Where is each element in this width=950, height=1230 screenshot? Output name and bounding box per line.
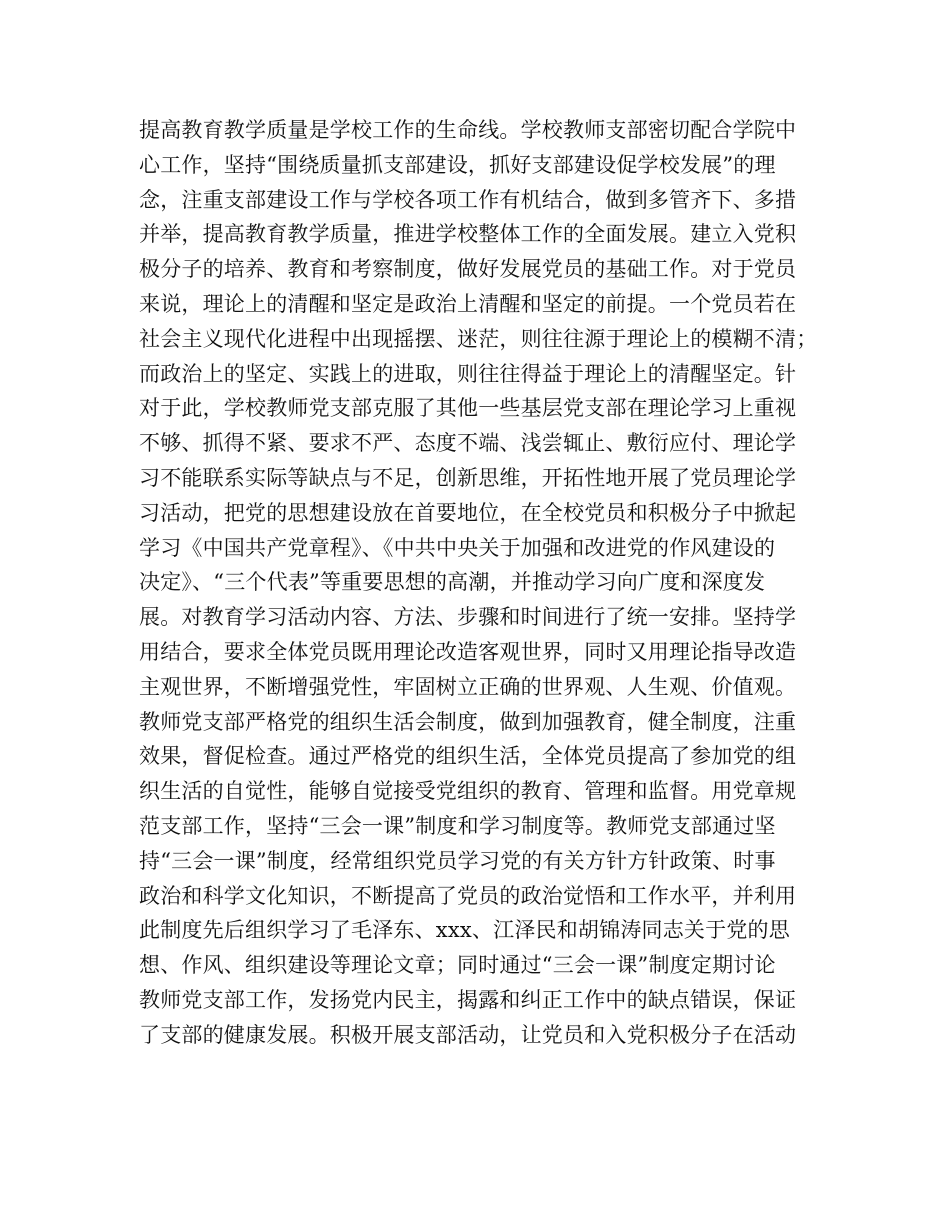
text-line: 教师党支部工作，发扬党内民主，揭露和纠正工作中的缺点错误，保证 xyxy=(139,987,797,1012)
text-line: 极分子的培养、教育和考察制度，做好发展党员的基础工作。对于党员 xyxy=(139,257,797,282)
text-line: 念，注重支部建设工作与学校各项工作有机结合，做到多管齐下、多措 xyxy=(139,187,797,212)
text-line: 不够、抓得不紧、要求不严、态度不端、浅尝辄止、敷衍应付、理论学 xyxy=(139,431,797,456)
text-line: 展。对教育学习活动内容、方法、步骤和时间进行了统一安排。坚持学 xyxy=(139,605,797,630)
text-line: 此制度先后组织学习了毛泽东、xxx、江泽民和胡锦涛同志关于党的思 xyxy=(139,918,790,943)
text-line: 并举，提高教育教学质量，推进学校整体工作的全面发展。建立入党积 xyxy=(139,222,797,247)
text-line: 提高教育教学质量是学校工作的生命线。学校教师支部密切配合学院中 xyxy=(139,118,797,142)
text-line: 对于此，学校教师党支部克服了其他一些基层党支部在理论学习上重视 xyxy=(139,396,797,421)
text-line: 了支部的健康发展。积极开展支部活动，让党员和入党积极分子在活动 xyxy=(139,1022,797,1047)
text-line: 心工作，坚持“围绕质量抓支部建设，抓好支部建设促学校发展”的理 xyxy=(139,152,776,177)
text-line: 而政治上的坚定、实践上的进取，则往往得益于理论上的清醒坚定。针 xyxy=(139,361,797,386)
text-line: 织生活的自觉性，能够自觉接受党组织的教育、管理和监督。用党章规 xyxy=(139,779,797,804)
text-line: 主观世界，不断增强党性，牢固树立正确的世界观、人生观、价值观。 xyxy=(139,674,797,699)
text-line: 学习《中国共产党章程》、《中共中央关于加强和改进党的作风建设的 xyxy=(139,535,776,560)
text-line: 习不能联系实际等缺点与不足，创新思维，开拓性地开展了党员理论学 xyxy=(139,465,797,490)
text-line: 效果，督促检查。通过严格党的组织生活，全体党员提高了参加党的组 xyxy=(139,744,797,769)
body-text xyxy=(139,113,819,1053)
text-line: 范支部工作，坚持“三会一课”制度和学习制度等。教师党支部通过坚 xyxy=(139,813,776,838)
text-line: 习活动，把党的思想建设放在首要地位，在全校党员和积极分子中掀起 xyxy=(139,500,797,525)
text-line: 想、作风、组织建设等理论文章；同时通过“三会一课”制度定期讨论 xyxy=(139,953,776,978)
text-line: 来说，理论上的清醒和坚定是政治上清醒和坚定的前提。一个党员若在 xyxy=(139,291,797,316)
text-line: 政治和科学文化知识，不断提高了党员的政治觉悟和工作水平，并利用 xyxy=(139,883,797,908)
text-line: 用结合，要求全体党员既用理论改造客观世界，同时又用理论指导改造 xyxy=(139,639,797,664)
text-line: 教师党支部严格党的组织生活会制度，做到加强教育，健全制度，注重 xyxy=(139,709,797,734)
text-line: 持“三会一课”制度，经常组织党员学习党的有关方针方针政策、时事 xyxy=(139,848,776,873)
text-line: 决定》、“三个代表”等重要思想的高潮，并推动学习向广度和深度发 xyxy=(139,570,766,595)
text-line: 社会主义现代化进程中出现摇摆、迷茫，则往往源于理论上的模糊不清； xyxy=(139,326,818,351)
